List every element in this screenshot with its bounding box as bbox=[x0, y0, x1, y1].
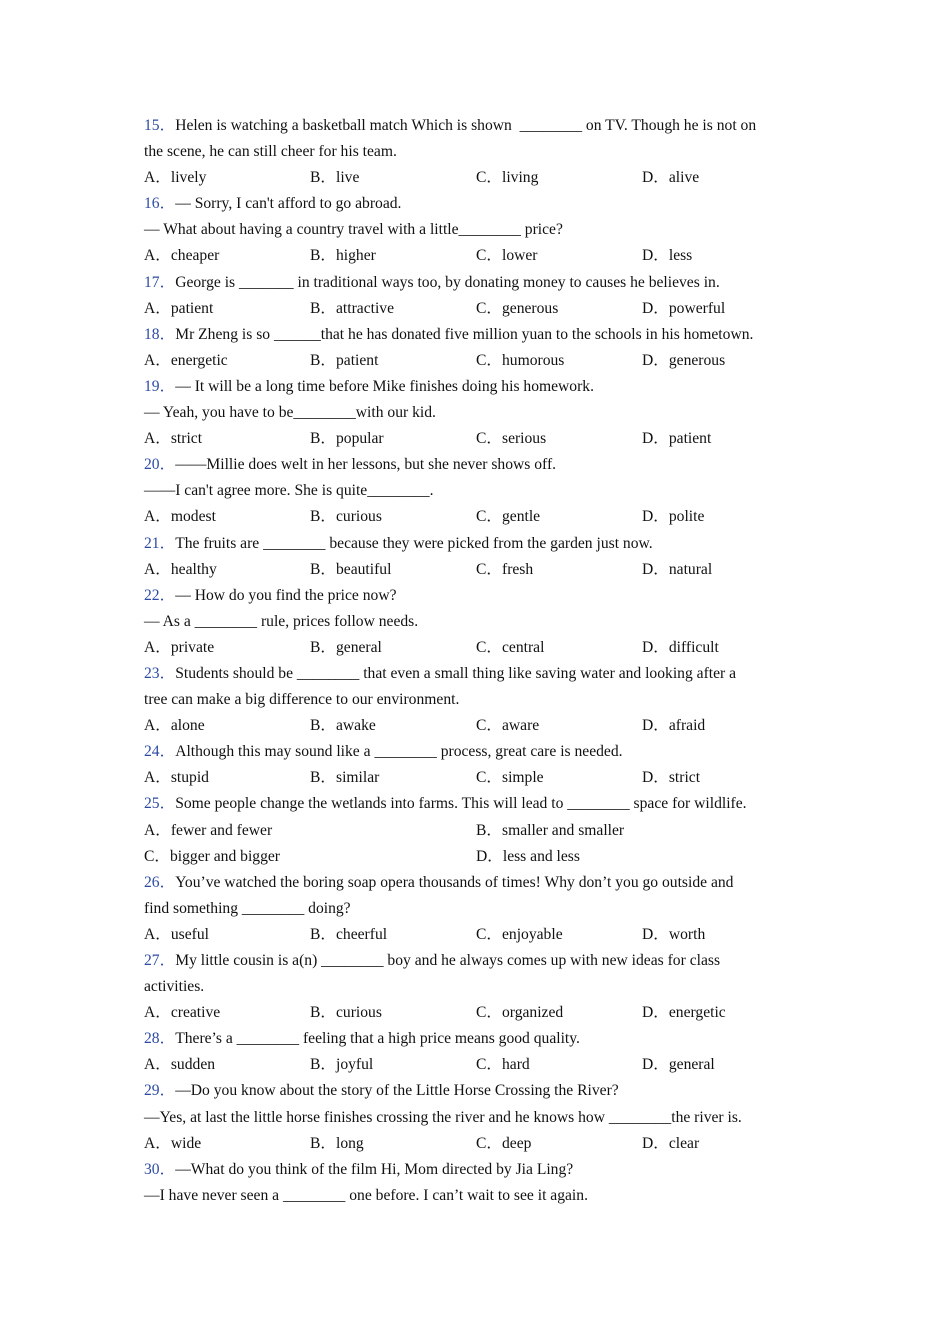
question-text: ——I can't agree more. She is quite________. bbox=[144, 482, 434, 500]
question-text: Students should be ________ that even a small thing like saving water and looking after a bbox=[175, 664, 737, 682]
question-stem bbox=[144, 452, 814, 478]
question-15 bbox=[144, 1157, 814, 1209]
question-number: 19． bbox=[144, 377, 176, 395]
question-number: 17． bbox=[144, 273, 176, 291]
answer-option[interactable]: A．patient bbox=[144, 299, 214, 317]
answer-option[interactable]: D．afraid bbox=[642, 717, 706, 735]
answer-option[interactable]: A．creative bbox=[144, 1004, 221, 1022]
question-stem bbox=[144, 870, 814, 896]
question-text: — What about having a country travel with a little________ price? bbox=[144, 221, 563, 239]
answer-option[interactable]: B．cheerful bbox=[310, 925, 388, 943]
options-row bbox=[144, 426, 814, 452]
answer-option[interactable]: D．strict bbox=[642, 769, 701, 787]
answer-option[interactable]: A．fewer and fewer bbox=[144, 821, 273, 839]
question-7 bbox=[144, 583, 814, 661]
question-stem bbox=[144, 374, 814, 400]
question-stem bbox=[144, 739, 814, 765]
answer-option[interactable]: C．generous bbox=[476, 299, 559, 317]
answer-option[interactable]: B．general bbox=[310, 638, 382, 656]
options-row bbox=[144, 243, 814, 269]
question-number: 28． bbox=[144, 1030, 176, 1048]
answer-option[interactable]: C．organized bbox=[476, 1004, 564, 1022]
answer-option[interactable]: B．long bbox=[310, 1134, 364, 1152]
options-row bbox=[144, 635, 814, 661]
question-text: find something ________ doing? bbox=[144, 899, 351, 917]
question-8 bbox=[144, 661, 814, 739]
options-row bbox=[144, 844, 814, 870]
answer-option[interactable]: B．attractive bbox=[310, 299, 394, 317]
question-text: Some people change the wetlands into farms. This will lead to ________ space for wildlife. bbox=[175, 795, 747, 813]
answer-option[interactable]: C．aware bbox=[476, 717, 540, 735]
options-row bbox=[144, 296, 814, 322]
question-number: 21． bbox=[144, 534, 176, 552]
question-text: — How do you find the price now? bbox=[175, 586, 397, 604]
answer-option[interactable]: A．strict bbox=[144, 430, 203, 448]
options-row bbox=[144, 1052, 814, 1078]
question-number: 29． bbox=[144, 1082, 176, 1100]
answer-option[interactable]: D．polite bbox=[642, 508, 705, 526]
question-number: 22． bbox=[144, 586, 176, 604]
answer-option[interactable]: A．alone bbox=[144, 717, 205, 735]
question-line bbox=[144, 1183, 814, 1209]
question-text: tree can make a big difference to our environment. bbox=[144, 691, 460, 709]
answer-option[interactable]: A．wide bbox=[144, 1134, 202, 1152]
answer-option[interactable]: C．deep bbox=[476, 1134, 532, 1152]
answer-option[interactable]: C．living bbox=[476, 169, 539, 187]
answer-option[interactable]: A．private bbox=[144, 638, 215, 656]
question-line bbox=[144, 217, 814, 243]
question-text: ——Millie does welt in her lessons, but she never shows off. bbox=[175, 456, 557, 474]
question-text: the scene, he can still cheer for his team. bbox=[144, 143, 397, 161]
question-text: —Do you know about the story of the Little Horse Crossing the River? bbox=[175, 1082, 619, 1100]
answer-option[interactable]: B．popular bbox=[310, 430, 384, 448]
answer-option[interactable]: C．hard bbox=[476, 1056, 530, 1074]
answer-option[interactable]: D．general bbox=[642, 1056, 715, 1074]
question-2 bbox=[144, 270, 814, 322]
question-6 bbox=[144, 531, 814, 583]
answer-option[interactable]: A．energetic bbox=[144, 351, 228, 369]
answer-option[interactable]: A．modest bbox=[144, 508, 216, 526]
question-text: My little cousin is a(n) ________ boy and he always comes up with new ideas for class bbox=[175, 952, 721, 969]
question-stem bbox=[144, 661, 814, 687]
answer-option[interactable]: C．serious bbox=[476, 430, 547, 448]
answer-option[interactable]: C．enjoyable bbox=[476, 925, 563, 943]
question-stem bbox=[144, 1026, 814, 1052]
question-text: — Yeah, you have to be________with our kid. bbox=[144, 404, 436, 422]
question-3 bbox=[144, 322, 814, 374]
question-number: 26． bbox=[144, 873, 176, 891]
question-text: —What do you think of the film Hi, Mom directed by Jia Ling? bbox=[175, 1160, 574, 1178]
answer-option[interactable]: C．bigger and bigger bbox=[144, 847, 280, 865]
answer-option[interactable]: D．energetic bbox=[642, 1004, 726, 1022]
options-row bbox=[144, 504, 814, 530]
question-number: 27． bbox=[144, 952, 176, 969]
question-text: You’ve watched the boring soap opera thousands of times! Why don’t you go outside and bbox=[175, 873, 734, 891]
question-stem bbox=[144, 948, 814, 974]
question-text: The fruits are ________ because they were picked from the garden just now. bbox=[175, 534, 653, 552]
question-line bbox=[144, 687, 814, 713]
options-row bbox=[144, 713, 814, 739]
question-text: — As a ________ rule, prices follow needs. bbox=[144, 612, 419, 630]
options-row bbox=[144, 557, 814, 583]
options-row bbox=[144, 922, 814, 948]
question-number: 18． bbox=[144, 325, 176, 343]
question-5 bbox=[144, 452, 814, 530]
answer-option[interactable]: B．patient bbox=[310, 351, 379, 369]
options-row bbox=[144, 348, 814, 374]
options-row bbox=[144, 165, 814, 191]
question-line bbox=[144, 400, 814, 426]
answer-option[interactable]: C．humorous bbox=[476, 351, 565, 369]
question-number: 23． bbox=[144, 664, 176, 682]
question-stem bbox=[144, 1078, 814, 1104]
question-stem bbox=[144, 113, 814, 139]
question-14 bbox=[144, 1078, 814, 1156]
answer-option[interactable]: D．less bbox=[642, 247, 693, 265]
answer-option[interactable]: A．useful bbox=[144, 925, 209, 943]
answer-option[interactable]: C．gentle bbox=[476, 508, 541, 526]
answer-option[interactable]: D．alive bbox=[642, 169, 700, 187]
question-stem bbox=[144, 583, 814, 609]
question-4 bbox=[144, 374, 814, 452]
question-9 bbox=[144, 739, 814, 791]
question-number: 30． bbox=[144, 1160, 176, 1178]
answer-option[interactable]: B．curious bbox=[310, 1004, 382, 1022]
options-row bbox=[144, 1000, 814, 1026]
question-stem bbox=[144, 191, 814, 217]
answer-option[interactable]: B．smaller and smaller bbox=[476, 821, 625, 839]
question-stem bbox=[144, 322, 814, 348]
answer-option[interactable]: A．sudden bbox=[144, 1056, 216, 1074]
question-number: 25． bbox=[144, 795, 176, 813]
question-number: 15． bbox=[144, 117, 176, 134]
answer-option[interactable]: A．lively bbox=[144, 169, 207, 187]
question-line bbox=[144, 478, 814, 504]
question-11 bbox=[144, 870, 814, 948]
question-number: 24． bbox=[144, 743, 176, 761]
question-stem bbox=[144, 270, 814, 296]
answer-option[interactable]: A．healthy bbox=[144, 560, 217, 578]
answer-option[interactable]: A．cheaper bbox=[144, 247, 220, 265]
answer-option[interactable]: B．joyful bbox=[310, 1056, 374, 1074]
question-text: activities. bbox=[144, 978, 205, 996]
question-text: — It will be a long time before Mike finishes doing his homework. bbox=[175, 377, 594, 395]
question-line bbox=[144, 1105, 814, 1131]
question-text: —I have never seen a ________ one before. I can’t wait to see it again. bbox=[144, 1186, 588, 1204]
worksheet-page bbox=[144, 113, 814, 1209]
question-number: 20． bbox=[144, 456, 176, 474]
answer-option[interactable]: C．fresh bbox=[476, 560, 534, 578]
options-row bbox=[144, 818, 814, 844]
answer-option[interactable]: D．difficult bbox=[642, 638, 719, 656]
question-number: 16． bbox=[144, 195, 176, 213]
question-1 bbox=[144, 191, 814, 269]
answer-option[interactable]: B．curious bbox=[310, 508, 382, 526]
answer-option[interactable]: B．beautiful bbox=[310, 560, 392, 578]
question-stem bbox=[144, 1157, 814, 1183]
answer-option[interactable]: D．powerful bbox=[642, 299, 726, 317]
question-10 bbox=[144, 791, 814, 869]
answer-option[interactable]: D．natural bbox=[642, 560, 713, 578]
options-row bbox=[144, 765, 814, 791]
question-line bbox=[144, 896, 814, 922]
answer-option[interactable]: D．clear bbox=[642, 1134, 700, 1152]
question-text: There’s a ________ feeling that a high price means good quality. bbox=[175, 1030, 580, 1048]
answer-option[interactable]: B．similar bbox=[310, 769, 380, 787]
answer-option[interactable]: C．simple bbox=[476, 769, 544, 787]
question-text: Mr Zheng is so ______that he has donated five million yuan to the schools in his hometown. bbox=[175, 325, 754, 343]
question-text: — Sorry, I can't afford to go abroad. bbox=[175, 195, 402, 213]
question-stem bbox=[144, 791, 814, 817]
question-text: Helen is watching a basketball match Which is shown ________ on TV. Though he is not on bbox=[175, 117, 757, 134]
answer-option[interactable]: C．central bbox=[476, 638, 545, 656]
question-text: George is _______ in traditional ways too, by donating money to causes he believes in. bbox=[175, 273, 720, 291]
question-stem bbox=[144, 531, 814, 557]
answer-option[interactable]: D．less and less bbox=[476, 847, 580, 865]
options-row bbox=[144, 1131, 814, 1157]
answer-option[interactable]: D．patient bbox=[642, 430, 712, 448]
question-text: —Yes, at last the little horse finishes crossing the river and he knows how ________the river is. bbox=[144, 1108, 742, 1126]
answer-option[interactable]: D．worth bbox=[642, 925, 706, 943]
question-line bbox=[144, 974, 814, 1000]
question-line bbox=[144, 139, 814, 165]
question-line bbox=[144, 609, 814, 635]
answer-option[interactable]: A．stupid bbox=[144, 769, 209, 787]
answer-option[interactable]: C．lower bbox=[476, 247, 538, 265]
question-12 bbox=[144, 948, 814, 1026]
answer-option[interactable]: B．awake bbox=[310, 717, 376, 735]
question-text: Although this may sound like a ________ process, great care is needed. bbox=[175, 743, 623, 761]
question-0 bbox=[144, 113, 814, 191]
answer-option[interactable]: B．live bbox=[310, 169, 360, 187]
question-13 bbox=[144, 1026, 814, 1078]
answer-option[interactable]: D．generous bbox=[642, 351, 726, 369]
answer-option[interactable]: B．higher bbox=[310, 247, 376, 265]
